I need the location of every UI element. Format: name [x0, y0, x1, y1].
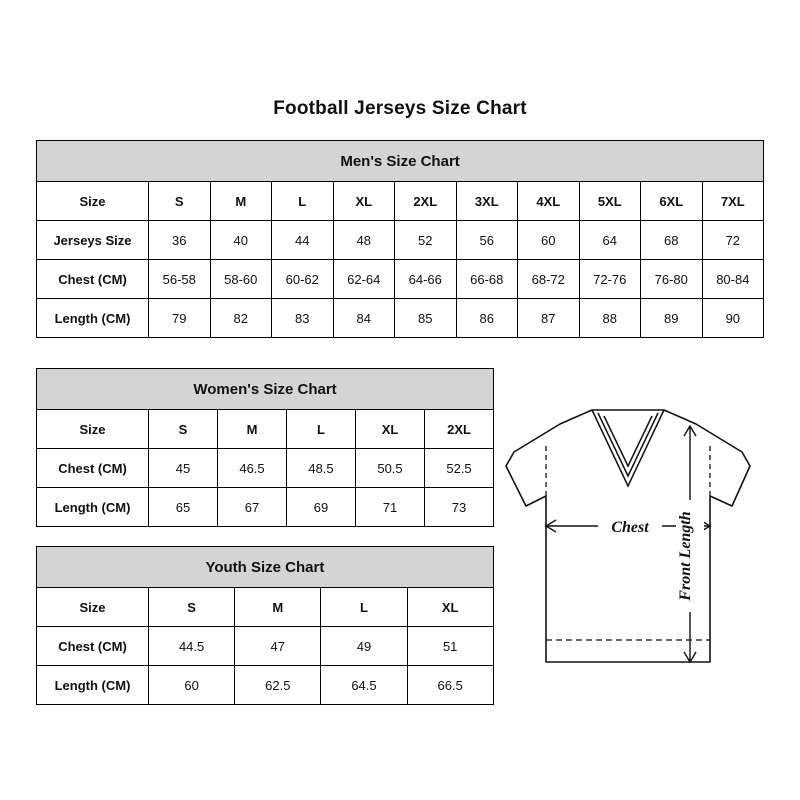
table-cell: 48	[333, 221, 395, 260]
table-cell: 68-72	[518, 260, 580, 299]
table-cell: 46.5	[218, 449, 287, 488]
column-header: 5XL	[579, 182, 641, 221]
column-header: L	[287, 410, 356, 449]
row-label: Chest (CM)	[37, 449, 149, 488]
column-header: XL	[356, 410, 425, 449]
table-cell: 80-84	[702, 260, 764, 299]
column-header: 4XL	[518, 182, 580, 221]
table-cell: 79	[149, 299, 211, 338]
table-cell: 56	[456, 221, 518, 260]
table-cell: 64	[579, 221, 641, 260]
table-cell: 66-68	[456, 260, 518, 299]
table-cell: 85	[395, 299, 457, 338]
column-header: 2XL	[395, 182, 457, 221]
column-header: S	[149, 588, 235, 627]
table-cell: 68	[641, 221, 703, 260]
table-row	[37, 627, 494, 666]
table-cell: 72	[702, 221, 764, 260]
page-title: Football Jerseys Size Chart	[273, 98, 527, 119]
table-cell: 44	[272, 221, 334, 260]
column-header: M	[235, 588, 321, 627]
table-cell: 52	[395, 221, 457, 260]
table-cell: 83	[272, 299, 334, 338]
table-cell: 48.5	[287, 449, 356, 488]
front-length-measure-label: Front Length	[677, 511, 694, 601]
mens-heading: Men's Size Chart	[37, 141, 764, 182]
table-row	[37, 260, 764, 299]
table-section-header	[37, 141, 764, 182]
table-cell: 62-64	[333, 260, 395, 299]
table-header-row	[37, 182, 764, 221]
youth-heading: Youth Size Chart	[37, 547, 494, 588]
row-label: Length (CM)	[37, 666, 149, 705]
table-cell: 69	[287, 488, 356, 527]
table-cell: 58-60	[210, 260, 272, 299]
column-header: 2XL	[425, 410, 494, 449]
column-header: L	[272, 182, 334, 221]
table-cell: 47	[235, 627, 321, 666]
table-section-header	[37, 547, 494, 588]
column-header: Size	[37, 182, 149, 221]
column-header: XL	[333, 182, 395, 221]
table-cell: 36	[149, 221, 211, 260]
row-label: Length (CM)	[37, 299, 149, 338]
table-cell: 60	[518, 221, 580, 260]
table-cell: 84	[333, 299, 395, 338]
table-row	[37, 488, 494, 527]
column-header: M	[210, 182, 272, 221]
table-cell: 52.5	[425, 449, 494, 488]
table-cell: 40	[210, 221, 272, 260]
table-cell: 87	[518, 299, 580, 338]
column-header: S	[149, 182, 211, 221]
row-label: Chest (CM)	[37, 260, 149, 299]
table-cell: 66.5	[407, 666, 493, 705]
womens-size-chart	[36, 368, 494, 527]
table-cell: 90	[702, 299, 764, 338]
table-cell: 82	[210, 299, 272, 338]
table-cell: 88	[579, 299, 641, 338]
column-header: 7XL	[702, 182, 764, 221]
table-cell: 72-76	[579, 260, 641, 299]
table-cell: 73	[425, 488, 494, 527]
column-header: Size	[37, 588, 149, 627]
table-cell: 76-80	[641, 260, 703, 299]
mens-size-chart	[36, 140, 764, 338]
womens-heading: Women's Size Chart	[37, 369, 494, 410]
table-section-header	[37, 369, 494, 410]
table-cell: 67	[218, 488, 287, 527]
column-header: M	[218, 410, 287, 449]
table-cell: 45	[149, 449, 218, 488]
table-cell: 64-66	[395, 260, 457, 299]
column-header: 3XL	[456, 182, 518, 221]
column-header: L	[321, 588, 407, 627]
table-cell: 49	[321, 627, 407, 666]
tshirt-measurement-diagram	[500, 400, 790, 700]
row-label: Jerseys Size	[37, 221, 149, 260]
column-header: S	[149, 410, 218, 449]
table-cell: 86	[456, 299, 518, 338]
table-cell: 60-62	[272, 260, 334, 299]
table-cell: 71	[356, 488, 425, 527]
table-header-row	[37, 410, 494, 449]
youth-size-chart	[36, 546, 494, 705]
table-cell: 44.5	[149, 627, 235, 666]
table-cell: 51	[407, 627, 493, 666]
table-cell: 62.5	[235, 666, 321, 705]
row-label: Chest (CM)	[37, 627, 149, 666]
table-cell: 60	[149, 666, 235, 705]
table-row	[37, 449, 494, 488]
table-cell: 65	[149, 488, 218, 527]
table-header-row	[37, 588, 494, 627]
table-cell: 56-58	[149, 260, 211, 299]
column-header: 6XL	[641, 182, 703, 221]
table-cell: 64.5	[321, 666, 407, 705]
row-label: Length (CM)	[37, 488, 149, 527]
table-row	[37, 299, 764, 338]
table-cell: 50.5	[356, 449, 425, 488]
column-header: XL	[407, 588, 493, 627]
table-row	[37, 221, 764, 260]
chest-measure-label: Chest	[611, 519, 649, 536]
table-cell: 89	[641, 299, 703, 338]
table-row	[37, 666, 494, 705]
column-header: Size	[37, 410, 149, 449]
